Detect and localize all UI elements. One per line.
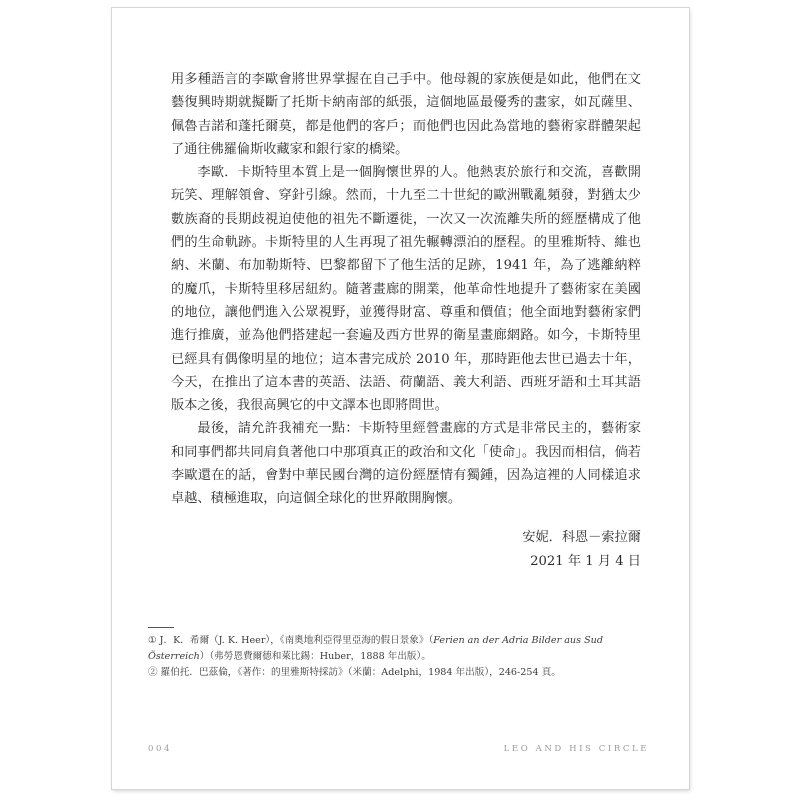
footnote-1-lead: ① J．K．希爾（J. K. Heer），《南奧地利亞得里亞海的假日景象》（ (148, 635, 434, 646)
page-number: 004 (148, 744, 173, 754)
footnote-1 (148, 633, 648, 665)
footnote-1-tail: ）（弗勞恩費爾德和萊比錫：Huber，1888 年出版）。 (199, 651, 431, 662)
signature-block (522, 526, 641, 574)
paragraph-1: 用多種語言的李歐會將世界掌握在自己手中。他母親的家族便是如此，他們在文藝復興時期就擬斷了托斯卡納南部的紙張，這個地區最優秀的畫家，如瓦薩里、佩魯吉諾和蓬托爾莫，都是他們的客戶；而他們也因此為當地的藝術家群體架起了通往佛羅倫斯收藏家和銀行家的橋梁。 (171, 72, 641, 157)
footnote-2: ② 羅伯托．巴茲倫，《著作：的里雅斯特採訪》（米蘭：Adelphi，1984 年出版），246-254 頁。 (148, 667, 561, 678)
footnote-1-title: Ferien an der Adria Bilder aus Sud Österreich (148, 635, 603, 662)
footnote-rule (148, 627, 174, 628)
author-name: 安妮．科恩－索拉爾 (522, 530, 641, 545)
paragraph-2: 李歐．卡斯特里本質上是一個胸懷世界的人。他熱衷於旅行和交流，喜歡開玩笑、理解領會、穿針引線。然而，十九至二十世紀的歐洲戰亂頻發，對猶太少數族裔的長期歧視迫使他的祖先不斷遷徙，一次又一次流離失所的經歷構成了他們的生命軌跡。卡斯特里的人生再現了祖先輾轉漂泊的歷程。的里雅斯特、維也納、米蘭、布加勒斯特、巴黎都留下了他生活的足跡，1941 年，為了逃離納粹的魔爪，卡斯特里移居紐約。隨著畫廊的開業，他革命性地提升了藝術家在美國的地位，讓他們進入公眾視野，並獲得財富、尊重和價值；他全面地對藝術家們進行推廣，並為他們搭建起一套遍及西方世界的衛星畫廊網路。如今，卡斯特里已經具有偶像明星的地位；這本書完成於 2010 年，那時距他去世已過去十年，今天，在推出了這本書的英語、法語、荷蘭語、義大利語、西班牙語和土耳其語版本之後，我很高興它的中文譯本也即將問世。 (171, 165, 641, 414)
body-text (171, 68, 641, 511)
book-page (112, 8, 689, 789)
signature-date: 2021 年 1 月 4 日 (530, 554, 641, 569)
paragraph-3: 最後，請允許我補充一點：卡斯特里經營畫廊的方式是非常民主的，藝術家和同事們都共同肩負著他口中那項真正的政治和文化「使命」。我因而相信，倘若李歐還在的話，會對中華民國台灣的這份經歷情有獨鍾，因為這裡的人同樣追求卓越、積極進取，向這個全球化的世界敞開胸懷。 (171, 421, 641, 507)
running-title: LEO AND HIS CIRCLE (503, 744, 649, 754)
footnotes (148, 633, 648, 681)
